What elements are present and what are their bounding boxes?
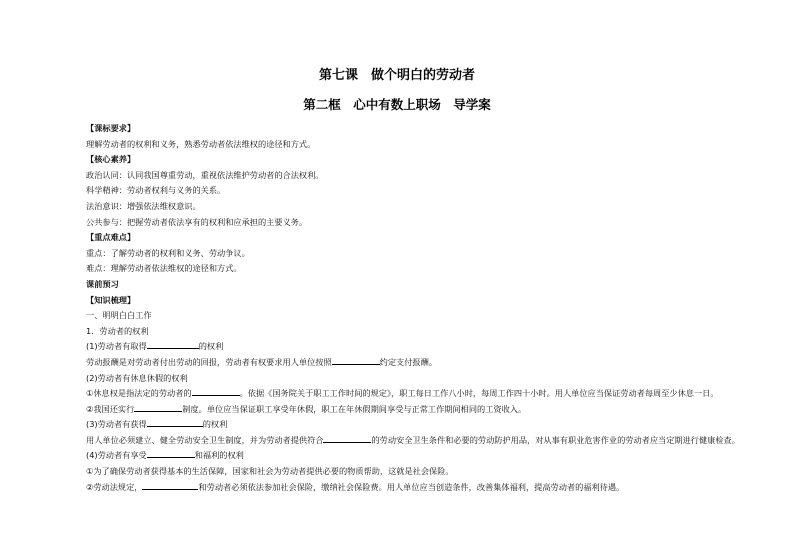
fill-in-blank[interactable]: [147, 417, 203, 427]
text-line: [86, 355, 776, 371]
text-line: [86, 402, 776, 418]
text-line: 科学精神：劳动者权利与义务的关系。: [86, 185, 226, 196]
text-before-blank: ①休息权是指法定的劳动者的: [86, 388, 192, 399]
fill-in-blank[interactable]: [134, 402, 182, 412]
text-before-blank: (3)劳动者有获得: [86, 419, 147, 430]
text-line: 重点：了解劳动者的权利和义务、劳动争议。: [86, 247, 250, 258]
text-after-blank: 的权利: [198, 341, 224, 352]
fill-in-blank[interactable]: [147, 448, 195, 458]
fill-in-blank[interactable]: [147, 339, 199, 349]
text-before-blank: ②劳动法规定，: [86, 481, 143, 492]
section-heading: 【重点难点】: [86, 232, 136, 243]
text-line: 法治意识：增强依法维权意识。: [86, 200, 201, 211]
fill-in-blank[interactable]: [332, 355, 380, 365]
text-line: [86, 386, 776, 402]
text-after-blank: 的劳动安全卫生条件和必要的劳动防护用品，对从事有职业危害作业的劳动者应当定期进行健康检查。: [371, 434, 740, 445]
section-heading: 【知识梳理】: [86, 294, 136, 305]
text-line: 公共参与：把握劳动者依法享有的权利和应承担的主要义务。: [86, 216, 308, 227]
section-heading: 【课标要求】: [86, 123, 136, 133]
section-heading: 【核心素养】: [86, 154, 136, 165]
text-after-blank: 和劳动者必须依法参加社会保险，缴纳社会保险费。用人单位应当创造条件，改善集体福利，提高劳动者的福利待遇。: [198, 481, 625, 492]
text-line: [86, 417, 776, 433]
text-line: ①为了确保劳动者获得基本的生活保障，国家和社会为劳动者提供必要的物质帮助，这就是社会保险。: [86, 466, 454, 477]
text-line: (2)劳动者有休息休假的权利: [86, 372, 188, 383]
lesson-subtitle: 第二框 心中有数上职场 导学案: [303, 97, 491, 112]
text-line: 政治认同：认同我国尊重劳动，重视依法维护劳动者的合法权利。: [86, 169, 324, 180]
text-line: 难点：理解劳动者依法维权的途径和方式。: [86, 263, 242, 274]
fill-in-blank[interactable]: [192, 386, 240, 396]
text-after-blank: 约定支付报酬。: [379, 356, 437, 367]
section-heading: 课前预习: [86, 278, 119, 289]
fill-in-blank[interactable]: [142, 480, 198, 490]
text-line: 一、明明白白工作: [86, 310, 152, 321]
text-line: [86, 339, 776, 355]
text-line: [86, 448, 776, 464]
text-before-blank: (4)劳动者有享受: [86, 450, 147, 461]
lesson-title: 第七课 做个明白的劳动者: [318, 68, 475, 83]
text-after-blank: 。依据《国务院关于职工工作时间的规定》，职工每日工作八小时，每周工作四十小时。用人单位应当保证劳动者每周至少休息一日。: [239, 388, 719, 399]
text-line: 理解劳动者的权利和义务，熟悉劳动者依法维权的途径和方式。: [86, 138, 316, 149]
text-line: [86, 433, 776, 449]
text-line: [86, 480, 776, 496]
fill-in-blank[interactable]: [323, 433, 371, 443]
text-after-blank: 制度。单位应当保证职工享受年休假，职工在年休假期间享受与正常工作期间相同的工资收入。: [182, 403, 527, 414]
text-before-blank: 用人单位必须建立、健全劳动安全卫生制度，并为劳动者提供符合: [86, 434, 324, 445]
text-after-blank: 的权利: [202, 419, 228, 430]
text-before-blank: 劳动报酬是对劳动者付出劳动的回报，劳动者有权要求用人单位按照: [86, 356, 332, 367]
text-before-blank: (1)劳动者有取得: [86, 341, 147, 352]
document-body: [86, 121, 776, 495]
text-after-blank: 和福利的权利: [194, 450, 244, 461]
text-line: 1．劳动者的权利: [86, 325, 149, 336]
text-before-blank: ②我国还实行: [86, 403, 135, 414]
